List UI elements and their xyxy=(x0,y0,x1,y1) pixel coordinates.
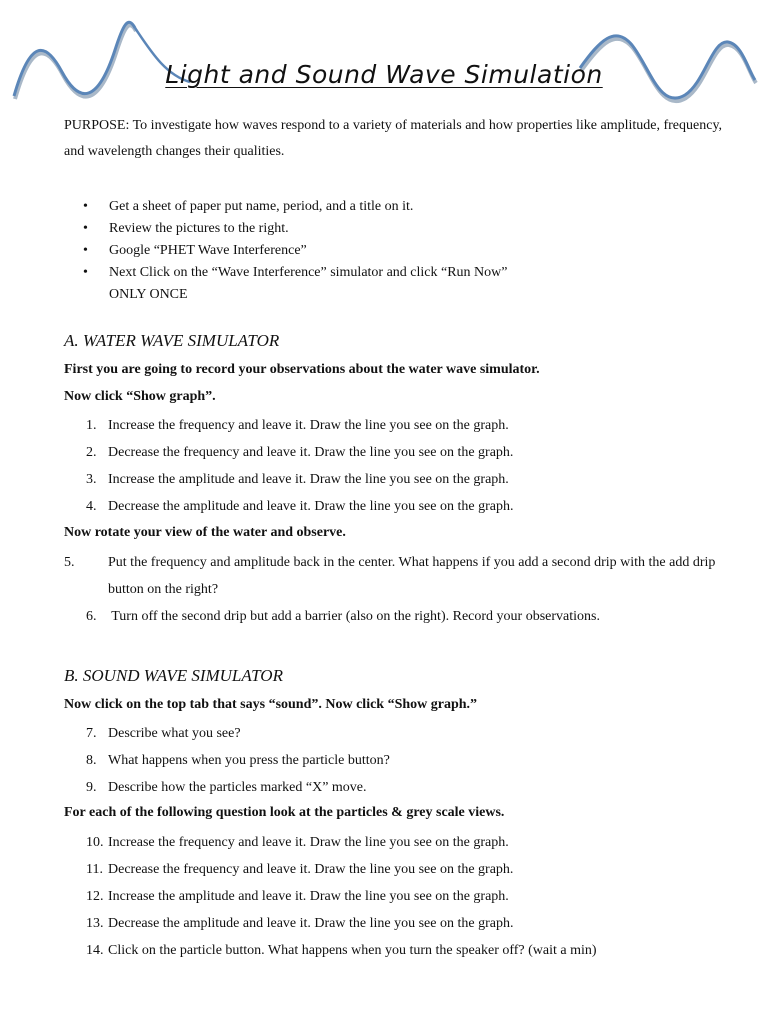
list-item: 11. Decrease the frequency and leave it. Draw the line you see on the graph. xyxy=(86,862,514,877)
list-item: 8. What happens when you press the particle button? xyxy=(86,753,390,768)
list-item: 5. Put the frequency and amplitude back in the center. What happens if you add a second drip with the add drip button on the right? xyxy=(64,555,716,597)
list-item: 3. Increase the amplitude and leave it. Draw the line you see on the graph. xyxy=(86,472,509,487)
section-b-intro: Now click on the top tab that says “sound”. Now click “Show graph.” xyxy=(64,697,478,712)
section-a-intro: First you are going to record your observations about the water wave simulator. xyxy=(64,362,540,377)
section-a-show-graph: Now click “Show graph”. xyxy=(64,389,216,404)
list-item: 10. Increase the frequency and leave it. Draw the line you see on the graph. xyxy=(86,835,509,850)
list-item: 2. Decrease the frequency and leave it. Draw the line you see on the graph. xyxy=(86,445,514,460)
page-title xyxy=(0,60,768,89)
purpose-text: PURPOSE: To investigate how waves respond to a variety of materials and how properties like amplitude, frequency, and wavelength changes their qualities. xyxy=(64,118,723,159)
list-item: • Review the pictures to the right. xyxy=(64,218,509,240)
list-item: 6. Turn off the second drip but add a barrier (also on the right). Record your observations. xyxy=(86,609,600,624)
section-b-particles: For each of the following question look at the particles & grey scale views. xyxy=(64,805,505,820)
list-item: 13. Decrease the amplitude and leave it. Draw the line you see on the graph. xyxy=(86,916,514,931)
list-item: 9. Describe how the particles marked “X” move. xyxy=(86,780,367,795)
section-b-heading: B. SOUND WAVE SIMULATOR xyxy=(64,666,283,685)
section-a-rotate: Now rotate your view of the water and observe. xyxy=(64,525,346,540)
list-item: • Google “PHET Wave Interference” xyxy=(64,240,509,262)
instructions-list xyxy=(64,196,509,306)
list-item: 12. Increase the amplitude and leave it. Draw the line you see on the graph. xyxy=(86,889,509,904)
list-item: 1. Increase the frequency and leave it. Draw the line you see on the graph. xyxy=(86,418,509,433)
list-item: 4. Decrease the amplitude and leave it. Draw the line you see on the graph. xyxy=(86,499,514,514)
list-item: • Get a sheet of paper put name, period, and a title on it. xyxy=(64,196,509,218)
page-title-text: Light and Sound Wave Simulation xyxy=(165,60,603,89)
section-a-heading: A. WATER WAVE SIMULATOR xyxy=(64,331,280,350)
list-item: 14. Click on the particle button. What happens when you turn the speaker off? (wait a min) xyxy=(86,943,597,958)
list-item: 7. Describe what you see? xyxy=(86,726,241,741)
list-item: • Next Click on the “Wave Interference” simulator and click “Run Now” ONLY ONCE xyxy=(64,262,509,306)
